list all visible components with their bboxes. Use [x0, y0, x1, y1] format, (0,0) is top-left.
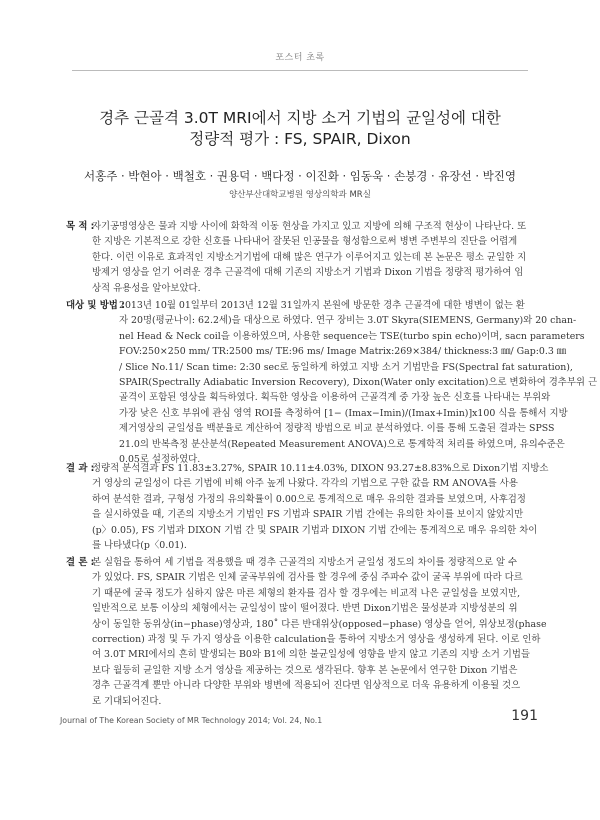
section-text-line: 거 영상의 균일성이 다른 기법에 비해 아주 높게 나왔다. 각각의 기법으로 구한 값을 RM ANOVA를 사용	[92, 478, 518, 490]
section-text-line: 자기공명영상은 물과 지방 사이에 화학적 이동 현상을 가지고 있고 지방에 의해 구조적 현상이 나타난다. 또	[92, 221, 527, 232]
section-text-line: 일반적으로 보통 이상의 체형에서는 균일성이 많이 떨어졌다. 반면 Dixon기법은 물성분과 지방성분의 위	[92, 603, 518, 615]
section-text-line: SPAIR(Spectrally Adiabatic Inversion Recovery), Dixon(Water only excitation)으로 변화하여 경추부위 근	[119, 377, 598, 388]
section-conclusion	[66, 555, 547, 713]
title-line-2: 정량적 평가 : FS, SPAIR, Dixon	[189, 130, 411, 148]
section-text-line: (p〉0.05), FS 기법과 DIXON 기법 간 및 SPAIR 기법과 DIXON 기법 간에는 통계적으로 매우 유의한 차이	[92, 524, 538, 536]
section-text-line: 로 기대되어진다.	[92, 695, 162, 707]
journal-citation: Journal of The Korean Society of MR Technology 2014; Vol. 24, No.1	[60, 716, 323, 725]
section-text-line: 가 있었다. FS, SPAIR 기법은 인체 굴곡부위에 검사를 할 경우에 중심 주파수 값이 굴곡 부위에 따라 다르	[92, 572, 523, 584]
section-text-line: FOV:250×250 mm/ TR:2500 ms/ TE:96 ms/ Image Matrix:269×384/ thickness:3 ㎜/ Gap:0.3 ㎜	[119, 346, 567, 358]
section-text-line: 를 나타냈다(p〈0.01).	[92, 540, 187, 551]
section-text-line: 가장 낮은 신호 부위에 관심 영역 ROI를 측정하여 [1− (Imax−Imin)/(Imax+Imin)]x100 식을 통해서 지방	[119, 407, 568, 419]
section-results	[66, 461, 549, 557]
section-text-line: / Slice No.11/ Scan time: 2:30 sec로 동일하게 하였고 지방 소거 기법만을 FS(Spectral fat saturation),	[119, 361, 573, 373]
page-number: 191	[511, 708, 538, 724]
section-materials-methods	[66, 298, 598, 471]
section-text-line: 제거영상의 균일성을 백분율로 계산하여 정량적 방법으로 비교 분석하였다. 이를 통해 도출된 결과는 SPSS	[119, 423, 555, 435]
section-text-line: correction) 과정 및 두 가지 영상을 이용한 calculation을 통하여 지방소거 영상을 생성하게 된다. 이로 인하	[92, 634, 541, 645]
section-tag: 포스터 초록	[275, 53, 325, 63]
section-text-line: 2013년 10월 01일부터 2013년 12월 31일까지 본원에 방문한 경추 근골격에 대한 병변이 없는 환	[119, 300, 525, 311]
section-label: 결 과 :	[66, 463, 95, 474]
section-text-line: 보다 월등히 균일한 지방 소거 영상을 제공하는 것으로 생각된다. 향후 본 논문에서 연구한 Dixon 기법은	[92, 664, 518, 676]
section-text-line: 정량적 분석결과 FS 11.83±3.27%, SPAIR 10.11±4.03%, DIXON 93.27±8.83%으로 Dixon기법 지방소	[92, 463, 549, 474]
author-list: 서홍주 · 박현아 · 백철호 · 권용덕 · 백다정 · 이진화 · 임동욱 · 손붕경 · 유장선 · 박진영	[84, 169, 516, 183]
section-text-line: 기 때문에 굴곡 정도가 심하지 않은 마른 체형의 환자를 검사 할 경우에는 비교적 나은 균일성을 보였지만,	[92, 587, 521, 599]
section-label: 결 론 :	[66, 557, 95, 568]
header-divider	[72, 70, 528, 71]
section-label: 대상 및 방법 :	[66, 300, 125, 311]
section-purpose	[66, 219, 544, 300]
section-text-line: 21.0의 반복측정 분산분석(Repeated Measurement ANOVA)으로 통계학적 처리를 하였으며, 유의수준은	[119, 438, 565, 450]
section-text-line: 본 실험을 통하여 세 기법을 적용했을 때 경추 근골격의 지방소거 균일성 정도의 차이를 정량적으로 알 수	[92, 557, 518, 568]
section-text-line: 자 20명(평균나이: 62.2세)을 대상으로 하였다. 연구 장비는 3.0T Skyra(SIEMENS, Germany)와 20 chan-	[119, 315, 577, 327]
section-text-line: 방제거 영상을 얻기 어려운 경추 근골격에 대해 기존의 지방소거 기법과 Dixon 기법을 정량적 평가하여 임	[92, 267, 524, 279]
section-text-line: 하여 분석한 결과, 구형성 가정의 유의확률이 0.00으로 통계적으로 매우 유의한 결과를 보였으며, 사후검정	[92, 493, 526, 505]
section-text-line: nel Head & Neck coil을 이용하였으며, 사용한 sequence는 TSE(turbo spin echo)이며, sacn parameters	[119, 330, 585, 342]
section-label: 목 적 :	[66, 221, 95, 232]
affiliation: 양산부산대학교병원 영상의학과 MR실	[229, 190, 371, 200]
section-text-line: 0.05로 설정하였다.	[119, 454, 201, 465]
section-text-line: 한 지방은 기본적으로 강한 신호를 나타내어 잘못된 인공물을 형성함으로써 병변 주변부의 진단을 어렵게	[92, 236, 518, 248]
section-text-line: 여 3.0T MRI에서의 흔히 발생되는 B0와 B1에 의한 불균일성에 영향을 받지 않고 기존의 지방 소거 기법들	[92, 649, 530, 661]
paper-title	[60, 108, 540, 150]
section-text-line: 상이 동일한 동위상(in−phase)영상과, 180˚ 다른 반대위상(opposed−phase) 영상을 얻어, 위상보정(phase	[92, 618, 547, 630]
section-text-line: 상적 유용성을 알아보았다.	[92, 282, 201, 294]
section-text-line: 을 실시하였을 때, 기존의 지방소거 기법인 FS 기법과 SPAIR 기법 간에는 유의한 차이를 보이지 않았지만	[92, 509, 524, 521]
section-text-line: 골격이 포함된 영상을 획득하였다. 획득한 영상을 이용하여 근골격계 중 가장 높은 신호를 나타내는 부위와	[119, 392, 551, 404]
section-text-line: 한다. 이런 이유로 효과적인 지방소거기법에 대해 많은 연구가 이루어지고 있는데 본 논문은 평소 균일한 지	[92, 251, 527, 263]
title-line-1: 경추 근골격 3.0T MRI에서 지방 소거 기법의 균일성에 대한	[99, 109, 501, 127]
section-text-line: 경추 근골격계 뿐만 아니라 다양한 부위와 병변에 적용되어 진다면 임상적으로 더욱 유용하게 이용될 것으	[92, 680, 521, 692]
